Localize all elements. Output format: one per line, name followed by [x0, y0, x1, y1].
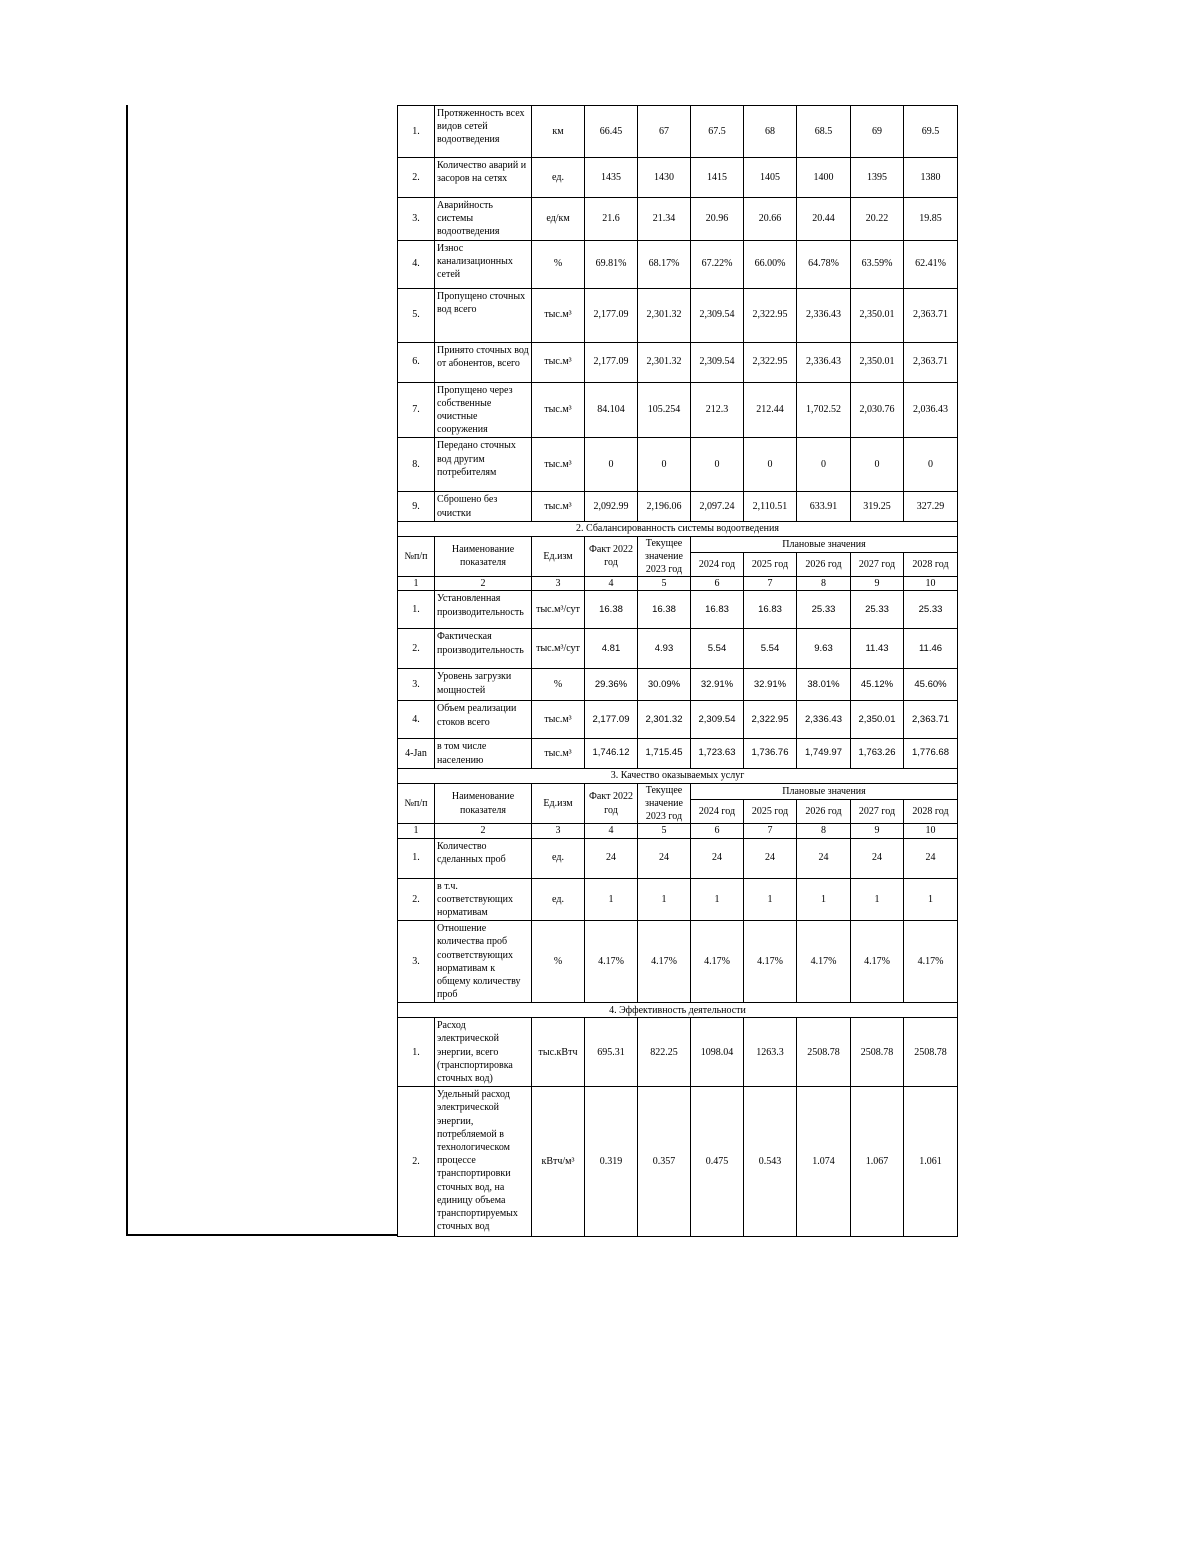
unit-cell: % — [532, 240, 585, 288]
value-cell: 24 — [851, 838, 904, 878]
value-cell: 1,723.63 — [691, 739, 744, 768]
header-current: Текущее значение 2023 год — [638, 783, 691, 824]
value-cell: 4.81 — [585, 629, 638, 669]
row-number: 9. — [398, 492, 435, 521]
unit-cell: ед/км — [532, 198, 585, 241]
section-title-row — [398, 1003, 958, 1018]
header-current: Текущее значение 2023 год — [638, 536, 691, 577]
table-row — [398, 382, 958, 438]
value-cell: 0 — [744, 438, 797, 492]
column-number: 6 — [691, 824, 744, 838]
row-number: 8. — [398, 438, 435, 492]
unit-cell: тыс.м³ — [532, 492, 585, 521]
value-cell: 2,363.71 — [904, 288, 958, 342]
value-cell: 2,301.32 — [638, 342, 691, 382]
header-year: 2026 год — [797, 553, 851, 577]
indicator-name: в том числе населению — [435, 739, 532, 768]
value-cell: 1380 — [904, 158, 958, 198]
value-cell: 2,322.95 — [744, 701, 797, 739]
value-cell: 2,336.43 — [797, 288, 851, 342]
value-cell: 24 — [691, 838, 744, 878]
value-cell: 2508.78 — [851, 1018, 904, 1087]
column-number: 10 — [904, 824, 958, 838]
unit-cell: кВтч/м³ — [532, 1087, 585, 1237]
header-name: Наименование показателя — [435, 536, 532, 577]
column-number: 6 — [691, 577, 744, 591]
row-number: 3. — [398, 921, 435, 1003]
row-number: 2. — [398, 629, 435, 669]
value-cell: 32.91% — [691, 669, 744, 701]
value-cell: 67.22% — [691, 240, 744, 288]
value-cell: 2,322.95 — [744, 288, 797, 342]
column-number: 7 — [744, 577, 797, 591]
table-row — [398, 838, 958, 878]
value-cell: 21.34 — [638, 198, 691, 241]
row-number: 2. — [398, 158, 435, 198]
column-number: 1 — [398, 577, 435, 591]
row-number: 4. — [398, 240, 435, 288]
header-fact: Факт 2022 год — [585, 783, 638, 824]
value-cell: 32.91% — [744, 669, 797, 701]
value-cell: 19.85 — [904, 198, 958, 241]
value-cell: 327.29 — [904, 492, 958, 521]
unit-cell: ед. — [532, 878, 585, 921]
unit-cell: тыс.м³ — [532, 342, 585, 382]
value-cell: 2,336.43 — [797, 342, 851, 382]
indicator-name: Сброшено без очистки — [435, 492, 532, 521]
row-number: 3. — [398, 669, 435, 701]
indicator-name: Передано сточных вод другим потребителям — [435, 438, 532, 492]
header-year: 2028 год — [904, 553, 958, 577]
indicator-name: в т.ч. соответствующих нормативам — [435, 878, 532, 921]
value-cell: 1435 — [585, 158, 638, 198]
value-cell: 2,309.54 — [691, 342, 744, 382]
unit-cell: тыс.кВтч — [532, 1018, 585, 1087]
value-cell: 24 — [585, 838, 638, 878]
header-unit: Ед.изм — [532, 536, 585, 577]
row-number: 1. — [398, 838, 435, 878]
value-cell: 1,749.97 — [797, 739, 851, 768]
unit-cell: тыс.м³ — [532, 739, 585, 768]
table-row — [398, 240, 958, 288]
indicator-name: Отношение количества проб соответствующих нормативам к общему количеству проб — [435, 921, 532, 1003]
value-cell: 16.83 — [744, 591, 797, 629]
header-name: Наименование показателя — [435, 783, 532, 824]
table-row — [398, 701, 958, 739]
unit-cell: ед. — [532, 158, 585, 198]
row-number: 4. — [398, 701, 435, 739]
value-cell: 1395 — [851, 158, 904, 198]
indicators-table — [397, 105, 958, 1237]
value-cell: 212.44 — [744, 382, 797, 438]
value-cell: 633.91 — [797, 492, 851, 521]
indicator-name: Установленная производительность — [435, 591, 532, 629]
indicator-name: Принято сточных вод от абонентов, всего — [435, 342, 532, 382]
table-row — [398, 1087, 958, 1237]
value-cell: 2,177.09 — [585, 342, 638, 382]
header-year: 2026 год — [797, 800, 851, 824]
value-cell: 20.66 — [744, 198, 797, 241]
row-number: 7. — [398, 382, 435, 438]
row-number: 5. — [398, 288, 435, 342]
unit-cell: % — [532, 921, 585, 1003]
value-cell: 2,363.71 — [904, 701, 958, 739]
value-cell: 4.17% — [744, 921, 797, 1003]
value-cell: 67.5 — [691, 106, 744, 158]
column-number: 9 — [851, 824, 904, 838]
indicator-name: Количество сделанных проб — [435, 838, 532, 878]
value-cell: 11.43 — [851, 629, 904, 669]
section-title-row — [398, 768, 958, 783]
table-row — [398, 492, 958, 521]
value-cell: 68 — [744, 106, 797, 158]
value-cell: 1 — [638, 878, 691, 921]
column-number: 10 — [904, 577, 958, 591]
value-cell: 1 — [744, 878, 797, 921]
unit-cell: тыс.м³ — [532, 701, 585, 739]
table-row — [398, 106, 958, 158]
row-number: 2. — [398, 1087, 435, 1237]
column-numbers-row — [398, 824, 958, 838]
unit-cell: тыс.м³ — [532, 438, 585, 492]
value-cell: 2,110.51 — [744, 492, 797, 521]
value-cell: 84.104 — [585, 382, 638, 438]
value-cell: 24 — [797, 838, 851, 878]
value-cell: 1,776.68 — [904, 739, 958, 768]
value-cell: 25.33 — [904, 591, 958, 629]
row-number: 2. — [398, 878, 435, 921]
value-cell: 2508.78 — [904, 1018, 958, 1087]
indicator-name: Объем реализации стоков всего — [435, 701, 532, 739]
header-fact: Факт 2022 год — [585, 536, 638, 577]
value-cell: 0.319 — [585, 1087, 638, 1237]
value-cell: 69 — [851, 106, 904, 158]
row-number: 6. — [398, 342, 435, 382]
header-year: 2025 год — [744, 800, 797, 824]
value-cell: 2,097.24 — [691, 492, 744, 521]
header-year: 2025 год — [744, 553, 797, 577]
table-row — [398, 739, 958, 768]
value-cell: 1430 — [638, 158, 691, 198]
value-cell: 63.59% — [851, 240, 904, 288]
value-cell: 2,363.71 — [904, 342, 958, 382]
value-cell: 68.5 — [797, 106, 851, 158]
value-cell: 2,336.43 — [797, 701, 851, 739]
value-cell: 16.38 — [585, 591, 638, 629]
value-cell: 4.17% — [851, 921, 904, 1003]
indicator-name: Количество аварий и засоров на сетях — [435, 158, 532, 198]
table-row — [398, 921, 958, 1003]
header-num: №п/п — [398, 536, 435, 577]
value-cell: 2,350.01 — [851, 342, 904, 382]
indicator-name: Износ канализационных сетей — [435, 240, 532, 288]
value-cell: 21.6 — [585, 198, 638, 241]
value-cell: 105.254 — [638, 382, 691, 438]
value-cell: 25.33 — [851, 591, 904, 629]
table-row — [398, 158, 958, 198]
table-row — [398, 878, 958, 921]
value-cell: 2,350.01 — [851, 288, 904, 342]
header-year: 2024 год — [691, 553, 744, 577]
value-cell: 20.44 — [797, 198, 851, 241]
section-title: 2. Сбалансированность системы водоотведения — [398, 521, 958, 536]
unit-cell: тыс.м³ — [532, 382, 585, 438]
value-cell: 1 — [585, 878, 638, 921]
unit-cell: % — [532, 669, 585, 701]
value-cell: 30.09% — [638, 669, 691, 701]
value-cell: 0 — [691, 438, 744, 492]
indicator-name: Фактическая производительность — [435, 629, 532, 669]
value-cell: 2,309.54 — [691, 288, 744, 342]
column-number: 5 — [638, 577, 691, 591]
value-cell: 29.36% — [585, 669, 638, 701]
value-cell: 24 — [744, 838, 797, 878]
unit-cell: км — [532, 106, 585, 158]
value-cell: 2,092.99 — [585, 492, 638, 521]
indicator-name: Удельный расход электрической энергии, потребляемой в технологическом процессе транспортировки сточных вод, на единицу объема транспортируемых сточных вод — [435, 1087, 532, 1237]
value-cell: 45.60% — [904, 669, 958, 701]
header-row — [398, 783, 958, 799]
value-cell: 16.83 — [691, 591, 744, 629]
column-number: 1 — [398, 824, 435, 838]
value-cell: 1,715.45 — [638, 739, 691, 768]
value-cell: 38.01% — [797, 669, 851, 701]
header-row — [398, 536, 958, 552]
value-cell: 2,301.32 — [638, 701, 691, 739]
value-cell: 695.31 — [585, 1018, 638, 1087]
value-cell: 20.96 — [691, 198, 744, 241]
table-row — [398, 669, 958, 701]
value-cell: 1,736.76 — [744, 739, 797, 768]
value-cell: 2,309.54 — [691, 701, 744, 739]
indicator-name: Уровень загрузки мощностей — [435, 669, 532, 701]
value-cell: 5.54 — [744, 629, 797, 669]
value-cell: 1400 — [797, 158, 851, 198]
value-cell: 0 — [585, 438, 638, 492]
value-cell: 4.17% — [904, 921, 958, 1003]
column-number: 3 — [532, 824, 585, 838]
column-number: 4 — [585, 824, 638, 838]
value-cell: 1,746.12 — [585, 739, 638, 768]
value-cell: 20.22 — [851, 198, 904, 241]
value-cell: 24 — [638, 838, 691, 878]
column-number: 2 — [435, 824, 532, 838]
value-cell: 16.38 — [638, 591, 691, 629]
indicator-name: Расход электрической энергии, всего (транспортировка сточных вод) — [435, 1018, 532, 1087]
value-cell: 66.45 — [585, 106, 638, 158]
value-cell: 0 — [904, 438, 958, 492]
value-cell: 319.25 — [851, 492, 904, 521]
table-row — [398, 438, 958, 492]
value-cell: 69.5 — [904, 106, 958, 158]
value-cell: 45.12% — [851, 669, 904, 701]
value-cell: 62.41% — [904, 240, 958, 288]
value-cell: 1 — [904, 878, 958, 921]
table-row — [398, 198, 958, 241]
row-number: 4-Jan — [398, 739, 435, 768]
value-cell: 1415 — [691, 158, 744, 198]
value-cell: 0 — [851, 438, 904, 492]
column-number: 3 — [532, 577, 585, 591]
value-cell: 67 — [638, 106, 691, 158]
value-cell: 1.067 — [851, 1087, 904, 1237]
column-number: 9 — [851, 577, 904, 591]
value-cell: 1 — [691, 878, 744, 921]
header-year: 2024 год — [691, 800, 744, 824]
indicator-name: Протяженность всех видов сетей водоотведения — [435, 106, 532, 158]
value-cell: 64.78% — [797, 240, 851, 288]
left-frame-border — [126, 105, 397, 1236]
column-numbers-row — [398, 577, 958, 591]
value-cell: 822.25 — [638, 1018, 691, 1087]
value-cell: 1405 — [744, 158, 797, 198]
value-cell: 4.17% — [691, 921, 744, 1003]
value-cell: 5.54 — [691, 629, 744, 669]
header-plan: Плановые значения — [691, 536, 958, 552]
value-cell: 9.63 — [797, 629, 851, 669]
header-year: 2027 год — [851, 553, 904, 577]
value-cell: 212.3 — [691, 382, 744, 438]
header-plan: Плановые значения — [691, 783, 958, 799]
value-cell: 2,036.43 — [904, 382, 958, 438]
header-year: 2027 год — [851, 800, 904, 824]
header-unit: Ед.изм — [532, 783, 585, 824]
row-number: 1. — [398, 106, 435, 158]
value-cell: 1098.04 — [691, 1018, 744, 1087]
header-year: 2028 год — [904, 800, 958, 824]
value-cell: 1,763.26 — [851, 739, 904, 768]
value-cell: 4.17% — [585, 921, 638, 1003]
column-number: 8 — [797, 824, 851, 838]
value-cell: 0.475 — [691, 1087, 744, 1237]
section-title: 3. Качество оказываемых услуг — [398, 768, 958, 783]
value-cell: 4.93 — [638, 629, 691, 669]
value-cell: 25.33 — [797, 591, 851, 629]
indicator-name: Пропущено через собственные очистные сооружения — [435, 382, 532, 438]
value-cell: 1263.3 — [744, 1018, 797, 1087]
column-number: 8 — [797, 577, 851, 591]
value-cell: 2,350.01 — [851, 701, 904, 739]
unit-cell: тыс.м³/сут — [532, 629, 585, 669]
unit-cell: ед. — [532, 838, 585, 878]
value-cell: 69.81% — [585, 240, 638, 288]
row-number: 1. — [398, 591, 435, 629]
section-title: 4. Эффективность деятельности — [398, 1003, 958, 1018]
unit-cell: тыс.м³/сут — [532, 591, 585, 629]
value-cell: 2,177.09 — [585, 288, 638, 342]
table-row — [398, 629, 958, 669]
column-number: 7 — [744, 824, 797, 838]
table-row — [398, 342, 958, 382]
indicator-name: Пропущено сточных вод всего — [435, 288, 532, 342]
value-cell: 66.00% — [744, 240, 797, 288]
value-cell: 0 — [797, 438, 851, 492]
row-number: 3. — [398, 198, 435, 241]
value-cell: 2,030.76 — [851, 382, 904, 438]
value-cell: 0.357 — [638, 1087, 691, 1237]
value-cell: 4.17% — [638, 921, 691, 1003]
row-number: 1. — [398, 1018, 435, 1087]
value-cell: 1,702.52 — [797, 382, 851, 438]
value-cell: 0 — [638, 438, 691, 492]
header-num: №п/п — [398, 783, 435, 824]
value-cell: 1.061 — [904, 1087, 958, 1237]
table-row — [398, 1018, 958, 1087]
table-row — [398, 288, 958, 342]
value-cell: 1 — [851, 878, 904, 921]
column-number: 5 — [638, 824, 691, 838]
value-cell: 68.17% — [638, 240, 691, 288]
value-cell: 2,322.95 — [744, 342, 797, 382]
value-cell: 4.17% — [797, 921, 851, 1003]
table-row — [398, 591, 958, 629]
value-cell: 2,177.09 — [585, 701, 638, 739]
column-number: 4 — [585, 577, 638, 591]
value-cell: 2508.78 — [797, 1018, 851, 1087]
value-cell: 11.46 — [904, 629, 958, 669]
section-title-row — [398, 521, 958, 536]
value-cell: 1.074 — [797, 1087, 851, 1237]
value-cell: 2,196.06 — [638, 492, 691, 521]
value-cell: 1 — [797, 878, 851, 921]
value-cell: 24 — [904, 838, 958, 878]
column-number: 2 — [435, 577, 532, 591]
value-cell: 0.543 — [744, 1087, 797, 1237]
value-cell: 2,301.32 — [638, 288, 691, 342]
indicator-name: Аварийность системы водоотведения — [435, 198, 532, 241]
unit-cell: тыс.м³ — [532, 288, 585, 342]
